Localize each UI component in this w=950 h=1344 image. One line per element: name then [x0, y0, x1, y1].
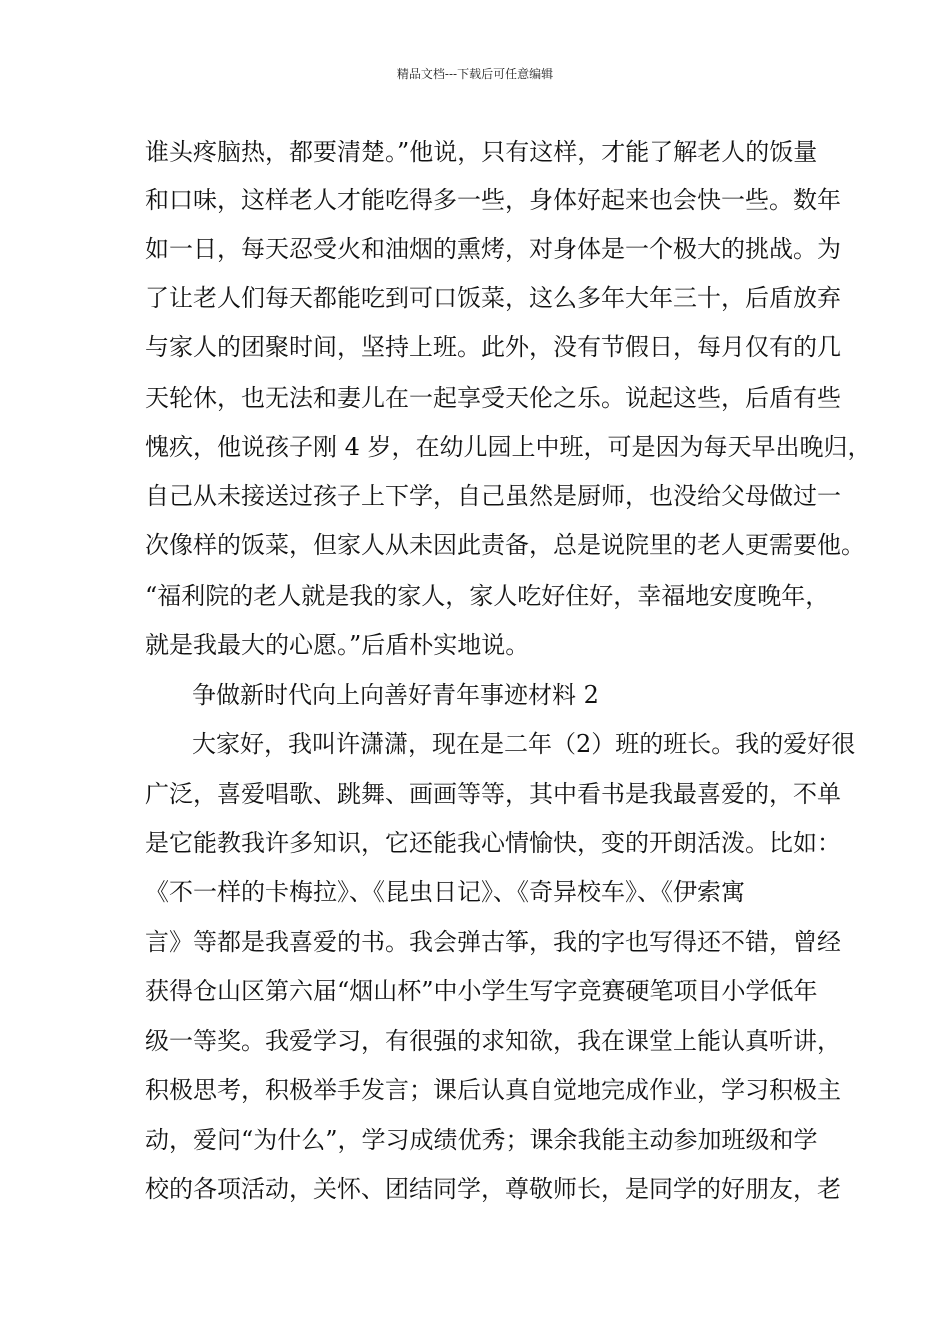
paragraph-line: 就是我最大的心愿。”后盾朴实地说。 — [145, 631, 530, 659]
section-title: 争做新时代向上向善好青年事迹材料 2 — [192, 681, 599, 709]
paragraph-line: 言》等都是我喜爱的书。我会弹古筝，我的字也写得还不错，曾经 — [145, 928, 841, 956]
paragraph-line: 和口味，这样老人才能吃得多一些，身体好起来也会快一些。数年 — [145, 186, 841, 214]
paragraph-line: 《不一样的卡梅拉》、《昆虫日记》、《奇异校车》、《伊索寓 — [145, 878, 745, 906]
paragraph-line: 广泛，喜爱唱歌、跳舞、画画等等，其中看书是我最喜爱的，不单 — [145, 780, 841, 808]
paragraph-line: 愧疚，他说孩子刚 4 岁，在幼儿园上中班，可是因为每天早出晚归， — [145, 433, 872, 461]
paragraph-line: 了让老人们每天都能吃到可口饭菜，这么多年大年三十，后盾放弃 — [145, 284, 841, 312]
paragraph-line: 级一等奖。我爱学习，有很强的求知欲，我在课堂上能认真听讲， — [145, 1027, 841, 1055]
paragraph-line: 校的各项活动，关怀、团结同学，尊敬师长，是同学的好朋友，老 — [145, 1175, 841, 1203]
paragraph-line: 自己从未接送过孩子上下学，自己虽然是厨师，也没给父母做过一 — [145, 482, 841, 510]
paragraph-line: 天轮休，也无法和妻儿在一起享受天伦之乐。说起这些，后盾有些 — [145, 384, 841, 412]
paragraph-line: 如一日，每天忍受火和油烟的熏烤，对身体是一个极大的挑战。为 — [145, 235, 841, 263]
paragraph-line: 是它能教我许多知识，它还能我心情愉快，变的开朗活泼。比如： — [145, 829, 841, 857]
paragraph-line: 谁头疼脑热，都要清楚。”他说，只有这样，才能了解老人的饭量 — [145, 138, 818, 166]
page-header: 精品文档---下载后可任意编辑 — [396, 67, 554, 81]
paragraph-line: 动，爱问“为什么”，学习成绩优秀；课余我能主动参加班级和学 — [145, 1126, 818, 1154]
paragraph-line: 与家人的团聚时间，坚持上班。此外，没有节假日，每月仅有的几 — [145, 333, 841, 361]
paragraph-line: 大家好，我叫许潇潇，现在是二年（2）班的班长。我的爱好很 — [192, 730, 856, 758]
paragraph-line: 获得仓山区第六届“烟山杯”中小学生写字竞赛硬笔项目小学低年 — [145, 977, 818, 1005]
paragraph-line: 积极思考，积极举手发言；课后认真自觉地完成作业，学习积极主 — [145, 1076, 841, 1104]
paragraph-line: “福利院的老人就是我的家人，家人吃好住好，幸福地安度晚年， — [145, 582, 830, 610]
paragraph-line: 次像样的饭菜，但家人从未因此责备，总是说院里的老人更需要他。 — [145, 531, 865, 559]
